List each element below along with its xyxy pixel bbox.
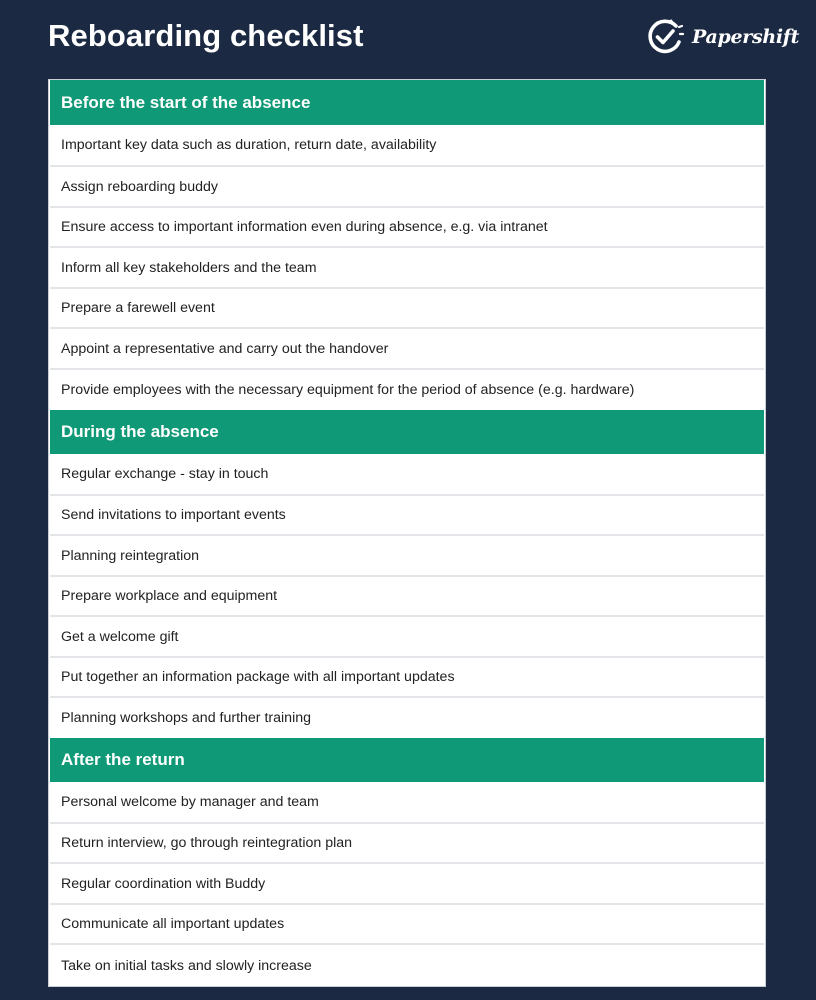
checklist-item: Personal welcome by manager and team [50, 782, 764, 824]
checklist-item: Return interview, go through reintegration plan [50, 824, 764, 864]
section-header-during-absence: During the absence [50, 410, 764, 454]
checklist-item: Provide employees with the necessary equipment for the period of absence (e.g. hardware) [61, 382, 635, 398]
checklist-table [48, 79, 766, 987]
checklist-item: Important key data such as duration, return date, availability [50, 125, 764, 167]
checklist-item: Planning workshops and further training [61, 710, 312, 726]
section-header-after-return: After the return [50, 738, 764, 782]
checklist-item: Communicate all important updates [50, 905, 764, 945]
checklist-item: Planning reintegration [50, 536, 764, 577]
checklist-item: Ensure access to important information even during absence, e.g. via intranet [50, 208, 764, 248]
brand-name: Papershift [692, 26, 800, 48]
checklist-item: Prepare a farewell event [50, 289, 764, 329]
section-header-before-absence: Before the start of the absence [50, 80, 764, 125]
checklist-item: Regular exchange - stay in touch [50, 454, 764, 496]
checklist-item: Send invitations to important events [50, 496, 764, 536]
brand-logo [646, 18, 799, 56]
checklist-item: Put together an information package with all important updates [50, 658, 764, 698]
checklist-item: Take on initial tasks and slowly increase [61, 957, 312, 974]
checklist-item: Appoint a representative and carry out the handover [50, 329, 764, 370]
checklist-item: Prepare workplace and equipment [50, 577, 764, 617]
checklist-item: Get a welcome gift [50, 617, 764, 658]
checklist-item: Assign reboarding buddy [50, 167, 764, 208]
checklist-item: Regular coordination with Buddy [50, 864, 764, 905]
checklist-item: Inform all key stakeholders and the team [50, 248, 764, 289]
check-circle-icon [646, 18, 684, 56]
page-title: Reboarding checklist [48, 18, 364, 53]
